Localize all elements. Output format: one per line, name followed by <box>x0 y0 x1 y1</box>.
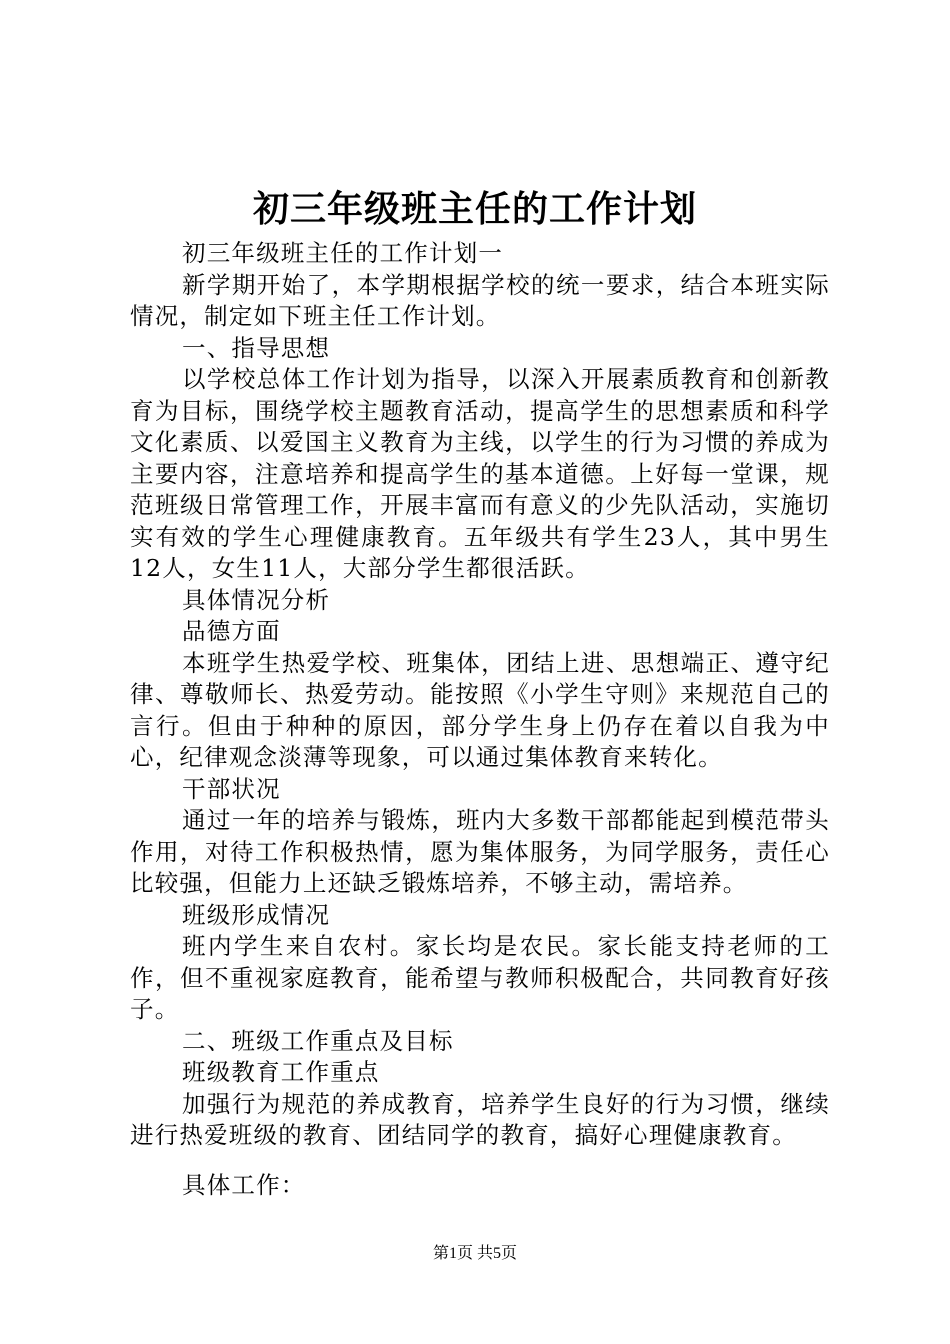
paragraph-morality: 本班学生热爱学校、班集体，团结上进、思想端正、遵守纪律、尊敬师长、热爱劳动。能按照《小学生守则》来规范自己的言行。但由于种种的原因，部分学生身上仍存在着以自我为中心，纪律观念淡薄等现象，可以通过集体教育来转化。 <box>130 648 830 771</box>
subheading-cadres: 干部状况 <box>182 774 281 803</box>
paragraph-intro: 新学期开始了，本学期根据学校的统一要求，结合本班实际情况，制定如下班主任工作计划。 <box>130 270 830 330</box>
subheading-situation-analysis: 具体情况分析 <box>182 585 331 614</box>
subheading-specific-work: 具体工作： <box>182 1170 306 1199</box>
document-title: 初三年级班主任的工作计划 <box>252 188 697 230</box>
paragraph-plan-heading: 初三年级班主任的工作计划一 <box>182 239 504 267</box>
section-heading-guiding-ideology: 一、指导思想 <box>182 333 331 362</box>
paragraph-education-focus: 加强行为规范的养成教育，培养学生良好的行为习惯，继续进行热爱班级的教育、团结同学的教育，搞好心理健康教育。 <box>130 1089 830 1149</box>
paragraph-cadres: 通过一年的培养与锻炼，班内大多数干部都能起到模范带头作用，对待工作积极热情，愿为集体服务，为同学服务，责任心比较强，但能力上还缺乏锻炼培养，不够主动，需培养。 <box>130 806 830 897</box>
page-footer: 第1页 共5页 <box>432 1245 517 1262</box>
paragraph-guiding-ideology: 以学校总体工作计划为指导，以深入开展素质教育和创新教育为目标，围绕学校主题教育活动，提高学生的思想素质和科学文化素质、以爱国主义教育为主线，以学生的行为习惯的养成为主要内容，注意培养和提高学生的基本道德。上好每一堂课，规范班级日常管理工作，开展丰富而有意义的少先队活动，实施切实有效的学生心理健康教育。五年级共有学生23人，其中男生12人，女生11人，大部分学生都很活跃。 <box>130 365 830 582</box>
section-heading-focus-goals: 二、班级工作重点及目标 <box>182 1026 454 1055</box>
document-body <box>130 238 830 1201</box>
subheading-education-focus: 班级教育工作重点 <box>182 1058 380 1086</box>
subheading-class-formation: 班级形成情况 <box>182 900 331 929</box>
subheading-morality: 品德方面 <box>182 617 281 645</box>
paragraph-class-formation: 班内学生来自农村。家长均是农民。家长能支持老师的工作，但不重视家庭教育，能希望与教师积极配合，共同教育好孩子。 <box>130 932 830 1023</box>
